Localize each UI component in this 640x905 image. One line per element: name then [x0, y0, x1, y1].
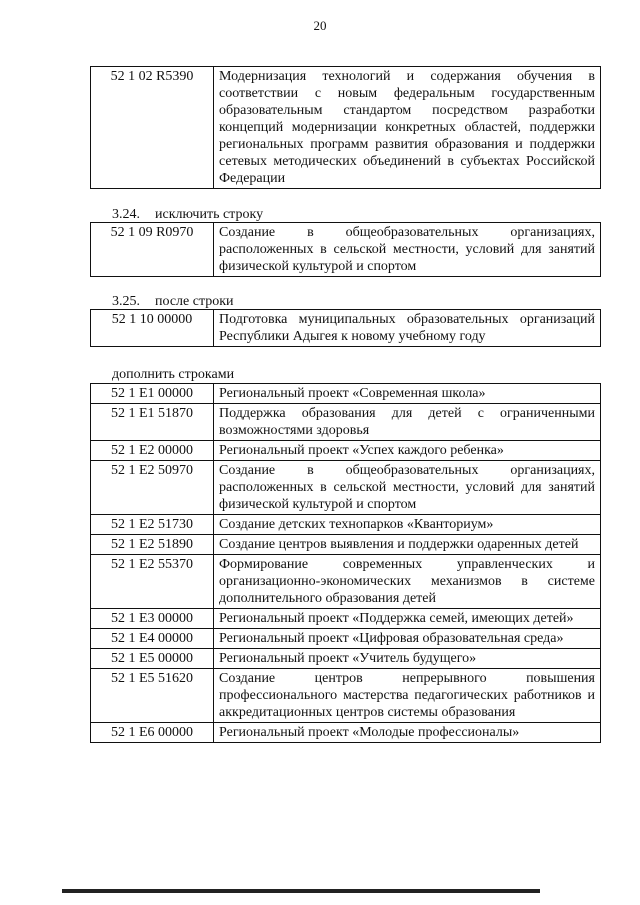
section-3-25-heading	[112, 293, 234, 310]
table-row	[91, 515, 601, 535]
description-cell: Региональный проект «Успех каждого ребенка»	[214, 441, 601, 461]
description-cell: Региональный проект «Современная школа»	[214, 384, 601, 404]
budget-code-cell: 52 1 E6 00000	[91, 723, 214, 743]
description-cell: Создание центров выявления и поддержки одаренных детей	[214, 535, 601, 555]
table-row	[91, 669, 601, 723]
table-row	[91, 384, 601, 404]
budget-code-cell: 52 1 E1 00000	[91, 384, 214, 404]
description-cell: Подготовка муниципальных образовательных организаций Республики Адыгея к новому учебному году	[214, 310, 601, 347]
budget-code-cell: 52 1 E3 00000	[91, 609, 214, 629]
budget-code-cell: 52 1 E2 51890	[91, 535, 214, 555]
section-number: 3.24.	[112, 207, 140, 222]
budget-code-cell: 52 1 E2 50970	[91, 461, 214, 515]
budget-code-cell: 52 1 E2 00000	[91, 441, 214, 461]
description-cell: Модернизация технологий и содержания обучения в соответствии с новым федеральным государственным образовательным стандартом посредством разработки концепций модернизации конкретных областей, поддержки региональных программ развития образования и поддержки сетевых методических объединений в субъектах Российской Федерации	[214, 67, 601, 189]
budget-code-table-after	[90, 309, 601, 347]
table-row	[91, 629, 601, 649]
table-row	[91, 441, 601, 461]
description-cell: Региональный проект «Молодые профессионалы»	[214, 723, 601, 743]
description-cell: Создание детских технопарков «Кванториум»	[214, 515, 601, 535]
table-row	[91, 310, 601, 347]
table-row	[91, 461, 601, 515]
description-cell: Поддержка образования для детей с ограниченными возможностями здоровья	[214, 404, 601, 441]
table-row	[91, 555, 601, 609]
description-cell: Региональный проект «Цифровая образовательная среда»	[214, 629, 601, 649]
page-number: 20	[313, 18, 327, 33]
scan-bottom-edge	[62, 889, 540, 893]
description-cell: Создание в общеобразовательных организациях, расположенных в сельской местности, условий для занятий физической культурой и спортом	[214, 223, 601, 277]
budget-code-cell: 52 1 02 R5390	[91, 67, 214, 189]
description-cell: Формирование современных управленческих и организационно-экономических механизмов в системе дополнительного образования детей	[214, 555, 601, 609]
budget-code-table-block1	[90, 66, 601, 189]
table-row	[91, 535, 601, 555]
budget-code-cell: 52 1 09 R0970	[91, 223, 214, 277]
budget-code-cell: 52 1 E5 00000	[91, 649, 214, 669]
budget-code-cell: 52 1 E5 51620	[91, 669, 214, 723]
budget-code-cell: 52 1 E2 51730	[91, 515, 214, 535]
section-instruction: после строки	[155, 294, 234, 309]
description-cell: Создание центров непрерывного повышения профессионального мастерства педагогических работников и аккредитационных центров системы образования	[214, 669, 601, 723]
description-cell: Региональный проект «Учитель будущего»	[214, 649, 601, 669]
addition-heading: дополнить строками	[112, 367, 235, 382]
section-number: 3.25.	[112, 294, 140, 309]
table-row	[91, 723, 601, 743]
budget-code-cell: 52 1 E1 51870	[91, 404, 214, 441]
budget-code-cell: 52 1 E4 00000	[91, 629, 214, 649]
table-row	[91, 404, 601, 441]
table-row	[91, 609, 601, 629]
table-row	[91, 223, 601, 277]
budget-code-cell: 52 1 10 00000	[91, 310, 214, 347]
description-cell: Региональный проект «Поддержка семей, имеющих детей»	[214, 609, 601, 629]
budget-code-table-remove	[90, 222, 601, 277]
budget-code-cell: 52 1 E2 55370	[91, 555, 214, 609]
description-cell: Создание в общеобразовательных организациях, расположенных в сельской местности, условий для занятий физической культурой и спортом	[214, 461, 601, 515]
table-row	[91, 649, 601, 669]
budget-code-table-added	[90, 383, 601, 743]
table-row	[91, 67, 601, 189]
section-3-24-heading	[112, 206, 263, 223]
section-instruction: исключить строку	[155, 207, 264, 222]
